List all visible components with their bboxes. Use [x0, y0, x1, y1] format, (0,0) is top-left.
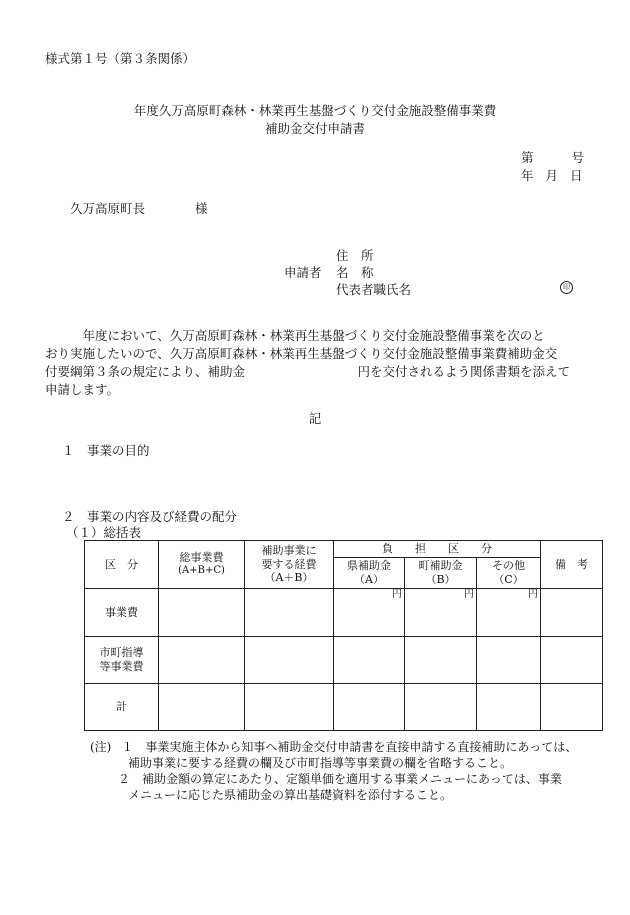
document-date: [521, 168, 583, 183]
document-number: [521, 150, 584, 165]
cell-guidance-other: [477, 637, 541, 684]
row-label-project: 事業費: [85, 589, 159, 637]
note-prefix: (注): [90, 740, 112, 754]
header-pref-label: 県補助金: [347, 559, 391, 573]
cell-project-required: [245, 589, 334, 637]
cell-guidance-total: [159, 637, 245, 684]
header-total-cost-formula: (A+B+C): [178, 565, 225, 577]
form-label: 様式第１号（第３条関係）: [45, 51, 196, 66]
cell-total-town: [405, 684, 477, 731]
cell-total-other: [477, 684, 541, 731]
section-1-heading: １ 事業の目的: [62, 443, 150, 458]
header-burden: 負 担 区 分: [334, 541, 541, 558]
table-row-total: [85, 684, 603, 731]
header-remarks: 備 考: [541, 541, 603, 589]
subsection-summary-heading: （１）総括表: [66, 525, 142, 540]
header-required-line3: （A＋B）: [264, 571, 314, 585]
ki-heading: 記: [308, 411, 322, 426]
body-line-1: 年度において、久万高原町森林・林業再生基盤づくり交付金施設整備事業を次のと: [45, 328, 545, 343]
applicant-name-label: 名 称: [336, 265, 374, 280]
header-town-code: （B）: [425, 573, 456, 586]
header-total-cost-label: 総事業費: [179, 551, 224, 565]
header-total-cost: [159, 541, 245, 589]
applicant-representative-label: 代表者職氏名: [336, 282, 412, 297]
body-line-3: 付要綱第３条の規定により、補助金 円を交付されるよう関係書類を添えて: [45, 364, 571, 379]
cell-guidance-required: [245, 637, 334, 684]
row-label-total: 計: [85, 684, 159, 731]
note-1-line-2: 補助事業に要する経費の欄及び市町指導等事業費の欄を省略すること。: [128, 756, 513, 770]
cell-project-town-yen: 円: [405, 589, 477, 637]
header-required-line2: 要する経費: [261, 557, 317, 571]
body-line-4: 申請します。: [45, 382, 120, 397]
addressee-name: 久万高原町長: [70, 201, 146, 216]
addressee: [70, 201, 208, 216]
header-other-code: （C）: [493, 573, 524, 586]
number-go: 号: [571, 150, 585, 165]
notes: [90, 739, 577, 803]
applicant-address-label: 住 所: [336, 248, 374, 263]
document-title-line1: 年度久万高原町森林・林業再生基盤づくり交付金施設整備事業費: [133, 103, 497, 118]
row-guidance-line2: 等事業費: [99, 660, 144, 673]
cell-total-required: [245, 684, 334, 731]
row-label-guidance: [85, 637, 159, 684]
row-guidance-line1: 市町指導: [99, 646, 144, 660]
cell-project-pref-yen: 円: [334, 589, 405, 637]
note-2-line-2: メニューに応じた県補助金の算出基礎資料を添付すること。: [128, 788, 453, 802]
cell-project-total: [159, 589, 245, 637]
body-line-2: おり実施したいので、久万高原町森林・林業再生基盤づくり交付金施設整備事業費補助金交: [45, 346, 558, 361]
seal-mark: 印: [560, 281, 573, 294]
applicant-label: 申請者: [284, 265, 322, 280]
addressee-honorific: 様: [195, 201, 208, 216]
header-pref-subsidy: [334, 558, 405, 589]
cell-guidance-town: [405, 637, 477, 684]
cell-guidance-remarks: [541, 637, 603, 684]
header-kubun: 区 分: [85, 541, 159, 589]
header-other: [477, 558, 541, 589]
cell-guidance-pref: [334, 637, 405, 684]
application-body: [45, 327, 597, 399]
header-required-cost: [245, 541, 334, 589]
date-month: 月: [545, 168, 559, 183]
summary-table: [84, 540, 603, 731]
note-2-line-1: ２ 補助金額の算定にあたり、定額単価を適用する事業メニューにあっては、事業: [118, 772, 562, 786]
cell-project-remarks: [541, 589, 603, 637]
section-2-heading: ２ 事業の内容及び経費の配分: [62, 509, 238, 524]
header-town-subsidy: [405, 558, 477, 589]
header-other-label: その他: [492, 559, 525, 573]
header-town-label: 町補助金: [418, 559, 463, 573]
header-pref-code: （A）: [354, 573, 384, 586]
header-required-line1: 補助事業に: [261, 543, 317, 557]
table-row-guidance: [85, 637, 603, 684]
cell-project-other-yen: 円: [477, 589, 541, 637]
note-1-line-1: (注) １ 事業実施主体から知事へ補助金交付申請書を直接申請する直接補助にあっては、: [90, 740, 578, 754]
number-dai: 第: [521, 150, 534, 165]
date-year: 年: [521, 168, 534, 183]
table-row-project: [85, 589, 603, 637]
cell-total-remarks: [541, 684, 603, 731]
cell-total-pref: [334, 684, 405, 731]
cell-total-total: [159, 684, 245, 731]
date-day: 日: [570, 168, 583, 183]
table-header-row-1: [85, 541, 603, 558]
document-title-line2: 補助金交付申請書: [264, 121, 365, 136]
